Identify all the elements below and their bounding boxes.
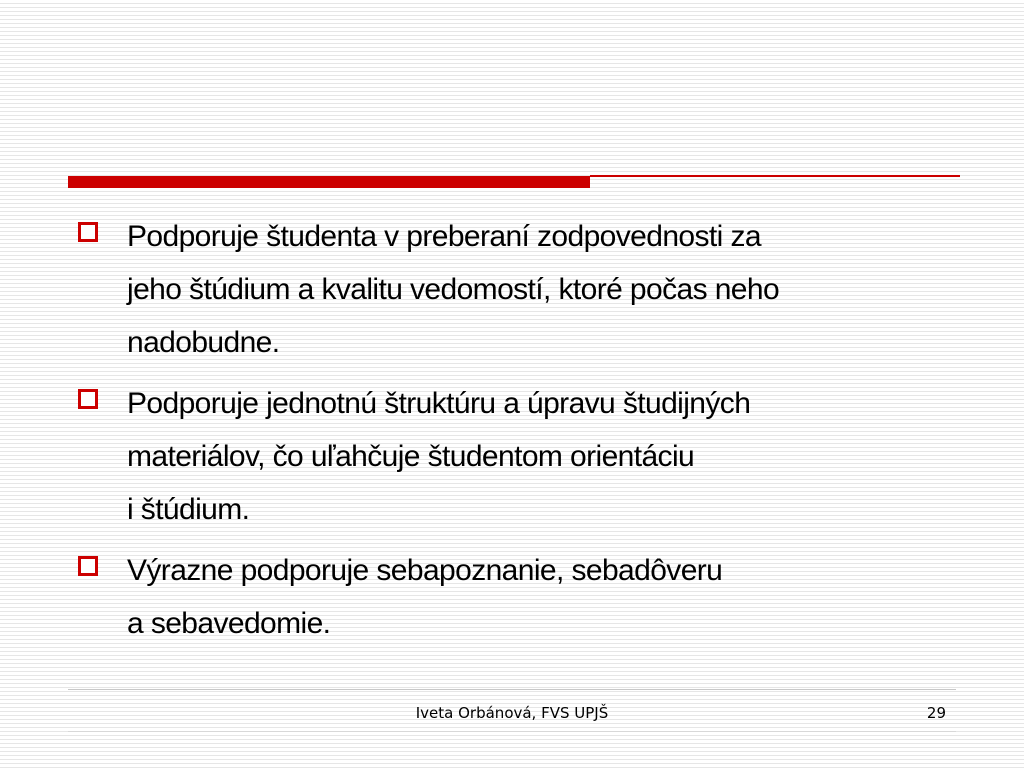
bullet-text: Podporuje jednotnú štruktúru a úpravu študijných materiálov, čo uľahčuje študentom orientáciu i štúdium. [127,387,751,526]
hollow-square-bullet-icon [78,556,98,576]
hollow-square-bullet-icon [78,389,98,409]
bullet-text: Výrazne podporuje sebapoznanie, sebadôveru a sebavedomie. [127,554,723,640]
footer-author: Iveta Orbánová, FVS UPJŠ [415,704,609,722]
bullet-item [76,210,956,369]
bullet-item [76,544,956,650]
bullet-text: Podporuje študenta v preberaní zodpovednosti za jeho štúdium a kvalitu vedomostí, ktoré počas neho nadobudne. [127,220,780,359]
title-accent-line [590,175,960,177]
footer-divider [68,689,956,690]
bullet-list [76,210,956,658]
hollow-square-bullet-icon [78,222,98,242]
footer-divider-bottom [68,731,956,732]
bullet-item [76,377,956,536]
title-accent-bar [68,176,590,188]
slide-number: 29 [926,704,946,722]
